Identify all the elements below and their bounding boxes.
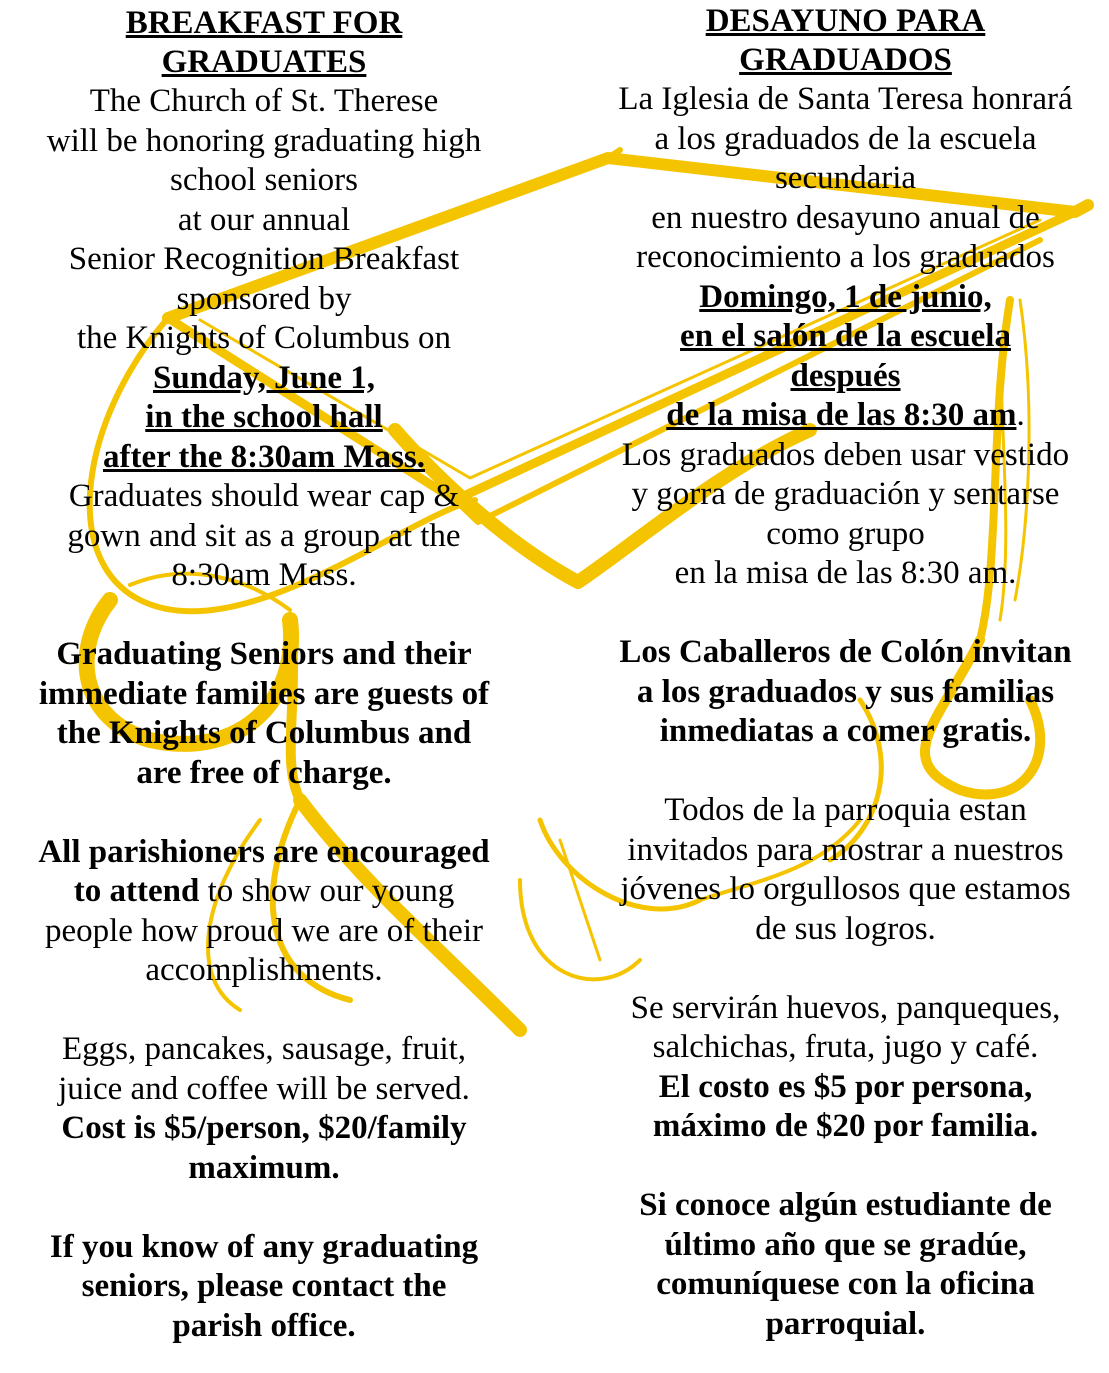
spanish-menu: Se servirán huevos, panqueques, salchichas, fruta, jugo y café. — [630, 989, 1061, 1065]
english-cost: Cost is $5/person, $20/family maximum. — [61, 1110, 467, 1186]
spanish-intro: La Iglesia de Santa Teresa honrará a los graduados de la escuela secundaria en nuestro desayuno anual de reconocimiento a los graduados — [618, 81, 1073, 275]
spanish-guests-note: Los Caballeros de Colón invitan a los graduados y sus familias inmediatas a comer gratis. — [619, 634, 1072, 749]
spanish-invite-note: Todos de la parroquia estan invitados para mostrar a nuestros jóvenes lo orgullosos que estamos de sus logros. — [620, 792, 1071, 947]
spanish-attire-note: Los graduados deben usar vestido y gorra de graduación y sentarse como grupo en la misa de las 8:30 am. — [621, 436, 1070, 591]
english-title: BREAKFAST FOR GRADUATES — [125, 5, 403, 80]
english-event-details: Sunday, June 1, in the school hall after the 8:30am Mass. — [103, 359, 425, 475]
english-contact-note: If you know of any graduating seniors, please contact the parish office. — [49, 1228, 479, 1344]
spanish-column — [582, 0, 1109, 1344]
english-menu: Eggs, pancakes, sausage, fruit, juice and coffee will be served. — [58, 1031, 470, 1107]
spanish-title: DESAYUNO PARA GRADUADOS — [705, 3, 986, 78]
english-guests-note: Graduating Seniors and their immediate families are guests of the Knights of Columbus and are free of charge. — [38, 636, 490, 791]
spanish-event-details: Domingo, 1 de junio, en el salón de la escuela después de la misa de las 8:30 am. — [666, 278, 1025, 433]
english-column — [0, 0, 528, 1346]
english-intro: The Church of St. Therese will be honoring graduating high school seniors at our annual Senior Recognition Breakfast sponsored by the Knights of Columbus on — [46, 83, 482, 356]
english-encourage-note: All parishioners are encouraged to attend to show our young people how proud we are of their accomplishments. — [38, 833, 490, 988]
spanish-contact-note: Si conoce algún estudiante de último año que se gradúe, comuníquese con la oficina parroquial. — [639, 1187, 1052, 1342]
english-attire-note: Graduates should wear cap & gown and sit as a group at the 8:30am Mass. — [67, 478, 461, 593]
spanish-cost: El costo es $5 por persona, máximo de $20 por familia. — [652, 1068, 1039, 1144]
